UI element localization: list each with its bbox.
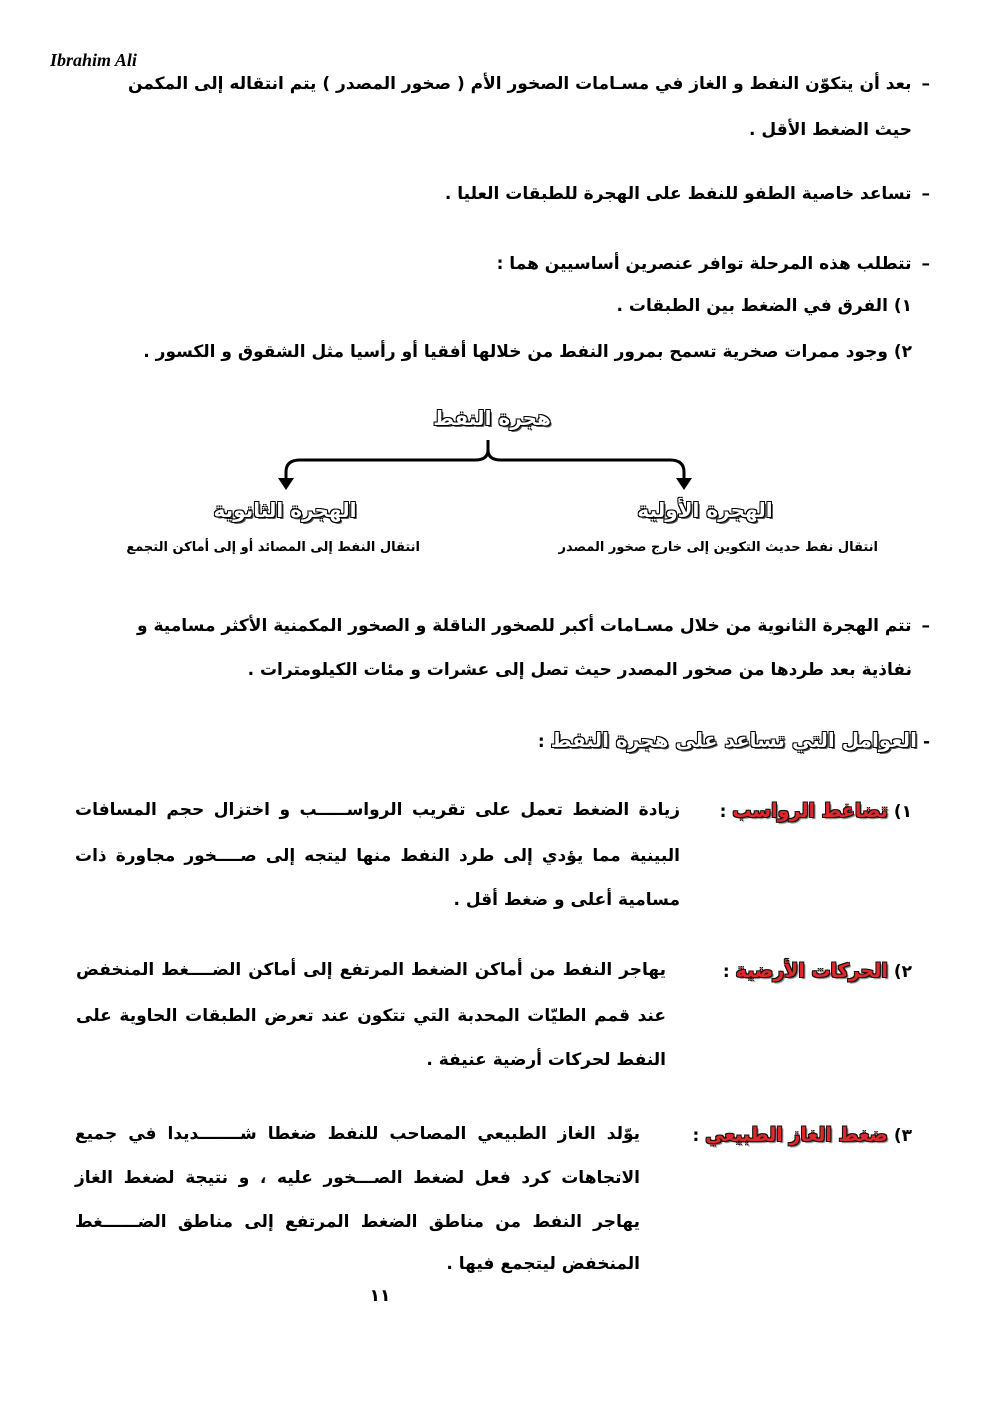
arrow-left-icon — [278, 478, 294, 490]
bullet-2: –تساعد خاصية الطفو للنفط على الهجرة للطبقات العليا . — [444, 184, 930, 204]
diagram-title: هجرة النفط — [433, 406, 551, 430]
author-name: Ibrahim Ali — [50, 50, 137, 70]
bullet-1-line-2: حيث الضغط الأقل . — [749, 120, 912, 140]
bullet-3: –تتطلب هذه المرحلة توافر عنصرين أساسيين هما : — [496, 254, 930, 274]
factor-1-line-2: البينية مما يؤدي إلى طرد النفط منها ليتجه إلى صــــخور مجاورة ذات — [75, 846, 680, 866]
diagram-brace — [270, 436, 700, 496]
secondary-migration-title: الهجرة الثانوية — [213, 498, 357, 522]
factor-2-line-3: النفط لحركات أرضية عنيفة . — [426, 1050, 666, 1070]
factor-2-line-1: يهاجر النفط من أماكن الضغط المرتفع إلى أماكن الضــــغط المنخفض — [76, 960, 666, 980]
bullet-1-line-1: –بعد أن يتكوّن النفط و الغاز في مسـامات الصخور الأم ( صخور المصدر ) يتم انتقاله إلى المكمن — [127, 74, 930, 94]
page-number: ١١ — [369, 1286, 391, 1306]
arrow-right-icon — [676, 478, 692, 490]
secondary-bullet-line-2: نفاذية بعد طردها من صخور المصدر حيث تصل إلى عشرات و مئات الكيلومترات . — [247, 660, 912, 680]
primary-migration-title: الهجرة الأولية — [637, 498, 773, 522]
factors-heading: - العوامل التي تساعد على هجرة النفط : — [537, 728, 930, 752]
secondary-migration-desc: انتقال النفط إلى المصائد أو إلى أماكن التجمع — [126, 540, 420, 555]
requirement-1: ١) الفرق في الضغط بين الطبقات . — [616, 296, 912, 316]
factor-1-line-3: مسامية أعلى و ضغط أقل . — [453, 890, 680, 910]
factor-3-line-3: يهاجر النفط من مناطق الضغط المرتفع إلى مناطق الضــــــغط — [75, 1212, 640, 1232]
factor-1-title: تضاغط الرواسب — [732, 800, 888, 822]
factor-1-heading: ١) تضاغط الرواسب : — [719, 800, 912, 822]
factor-1-line-1: زيادة الضغط تعمل على تقريب الرواســـــب و اختزال حجم المسافات — [75, 800, 680, 820]
primary-migration-desc: انتقال نفط حديث التكوين إلى خارج صخور المصدر — [558, 540, 878, 555]
factor-2-heading: ٢) الحركات الأرضية : — [722, 960, 912, 982]
factor-2-line-2: عند قمم الطيّات المحدبة التي تتكون عند تعرض الطبقات الحاوية على — [76, 1006, 666, 1026]
factor-3-heading: ٣) ضغط الغاز الطبيعي : — [692, 1124, 912, 1146]
factor-3-line-1: يوّلد الغاز الطبيعي المصاحب للنفط ضغطا شـــــــديدا في جميع — [75, 1124, 640, 1144]
factor-2-title: الحركات الأرضية — [735, 960, 888, 982]
factor-3-line-4: المنخفض ليتجمع فيها . — [446, 1254, 640, 1274]
secondary-bullet-line-1: –تتم الهجرة الثانوية من خلال مسـامات أكبر للصخور الناقلة و الصخور المكمنية الأكثر مسامية و — [137, 616, 930, 636]
factor-3-line-2: الاتجاهات كرد فعل لضغط الصـــخور عليه ، و نتيجة لضغط الغاز — [75, 1168, 640, 1188]
requirement-2: ٢) وجود ممرات صخرية تسمح بمرور النفط من خلالها أفقيا أو رأسيا مثل الشقوق و الكسور . — [143, 342, 912, 362]
factor-3-title: ضغط الغاز الطبيعي — [705, 1124, 888, 1146]
